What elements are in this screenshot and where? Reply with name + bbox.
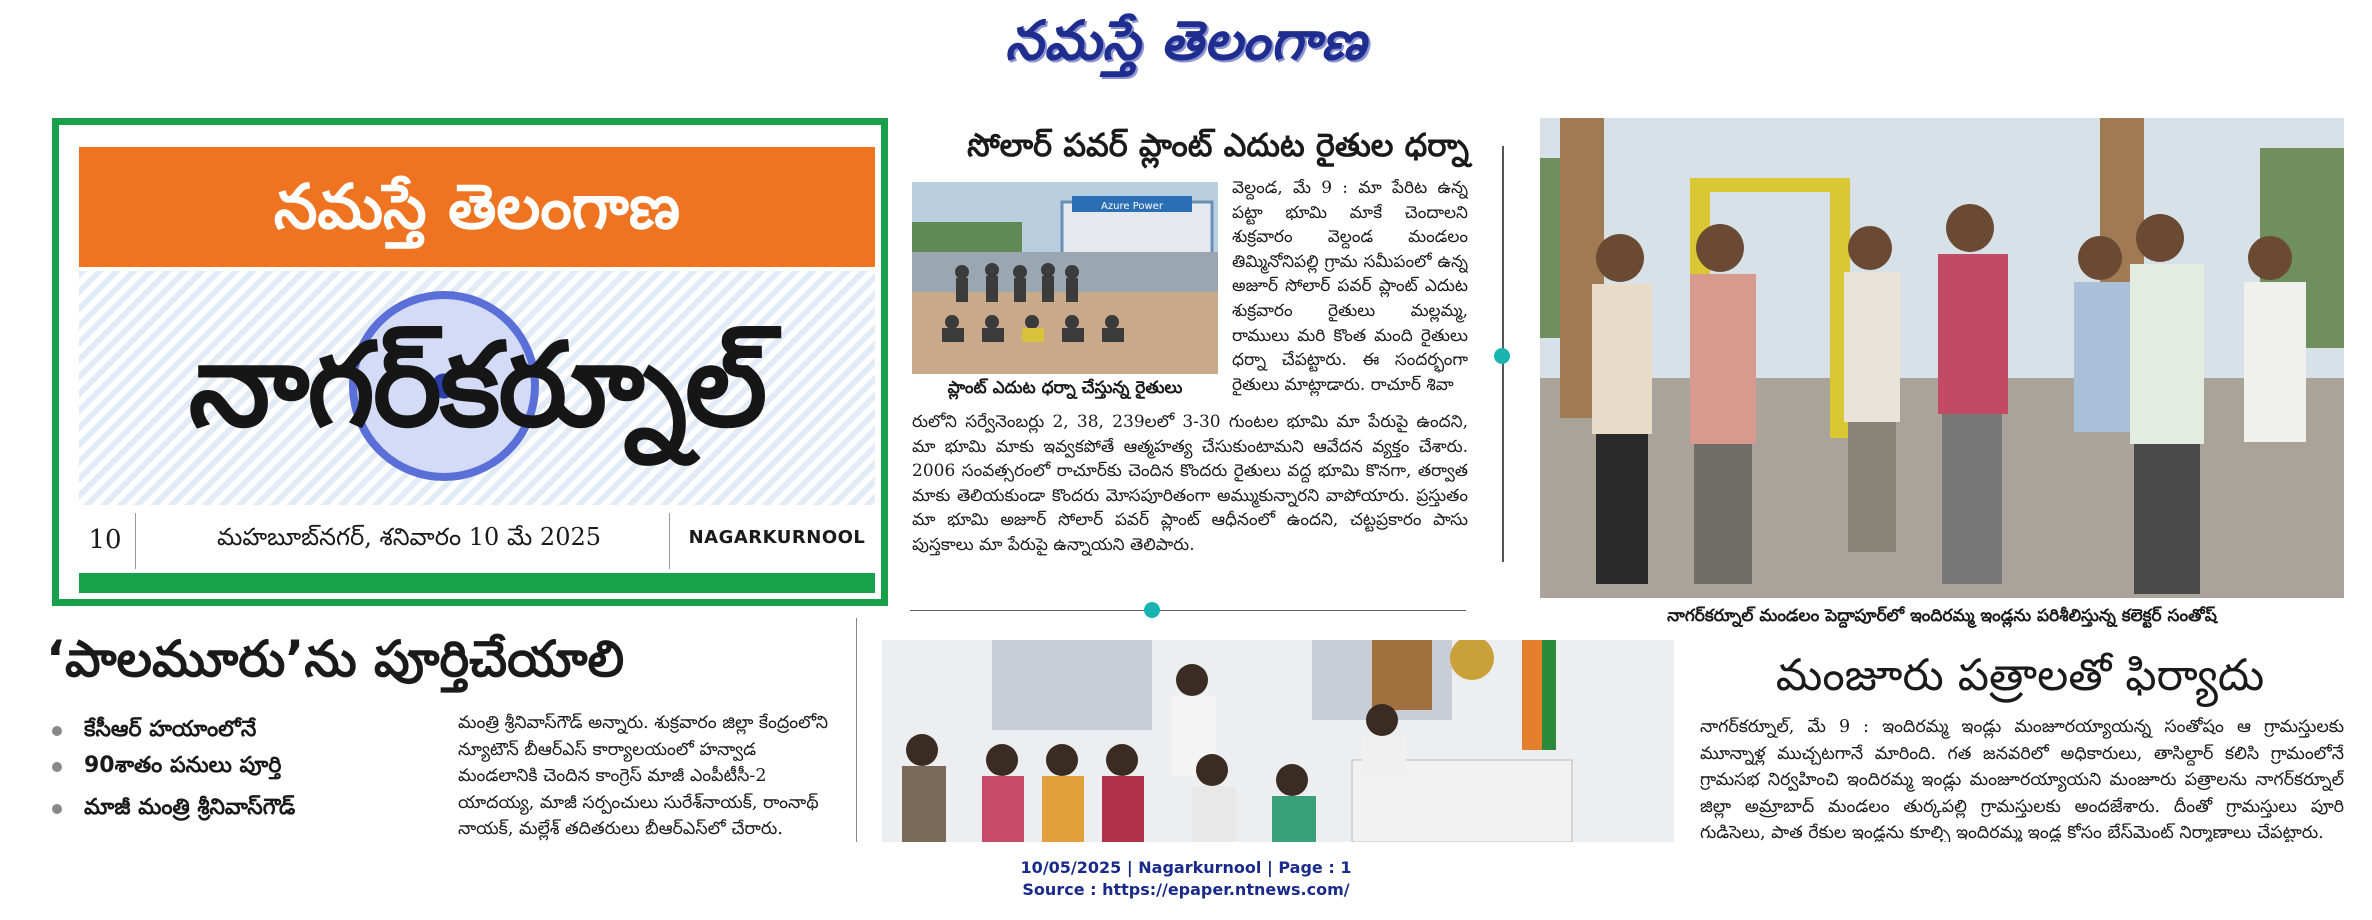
- ornament-icon: [1144, 602, 1160, 618]
- azure-sign: Azure Power: [1101, 201, 1163, 212]
- banner-title-area: [79, 271, 875, 505]
- collector-photo-caption: నాగర్‌కర్నూల్ మండలం పెద్దాపూర్‌లో ఇందిరమ్మ ఇండ్లను పరిశీలిస్తున్న కలెక్టర్ సంతోష్: [1667, 606, 2217, 626]
- ornament-icon: [1494, 348, 1510, 364]
- divider: [135, 513, 136, 569]
- collector-visit-photo[interactable]: [1540, 118, 2344, 598]
- banner-brand: నమస్తే తెలంగాణ: [273, 170, 681, 243]
- banner-footer: [79, 507, 875, 583]
- solar-plant-photo[interactable]: [912, 182, 1218, 374]
- masthead: [0, 0, 2372, 80]
- list-item: 90శాతం పనులు పూర్తి: [48, 748, 428, 784]
- footer-source-link[interactable]: Source : https://epaper.ntnews.com/: [1022, 880, 1350, 899]
- palamuru-headline: ‘పాలమూరు’ను పూర్తిచేయాలి: [46, 630, 625, 688]
- edition-title: నాగర్‌కర్నూల్: [188, 318, 766, 453]
- edition-banner: [52, 118, 888, 606]
- column-rule: [856, 618, 857, 842]
- footer-edition-info: 10/05/2025 | Nagarkurnool | Page : 1: [1020, 858, 1352, 877]
- collector-photo-illustration: [1540, 118, 2344, 598]
- manjuru-headline: మంజూరు పత్రాలతో ఫిర్యాదు: [1775, 650, 2265, 701]
- solar-body-part2: రులోని సర్వేనెంబర్లు 2, 38, 239లలో 3-30 గుంటల భూమి మా పేరుపై ఉందని, మా భూమి మాకు ఇవ్వకపోతే ఆత్మహత్య చేసుకుంటామని ఆవేదన వ్యక్తం చేశారు. 2006 సంవత్సరంలో రాచూర్‌కు చెందిన కొందరు రైతులు వద్ద భూమి కొనగా, తర్వాత మాకు తెలియకుండా కొందరు మోసపూరితంగా అమ్ముకున్నారని వాపోయారు. ప్రస్తుతం మా భూమి అజూర్ సోలార్ పవర్ ప్లాంట్ ఆధీనంలో ఉందని, చట్టప్రకారం పాసు పుస్తకాలు మా పేరుపై ఉన్నాయని తెలిపారు.: [912, 412, 1468, 555]
- palamuru-body: మంత్రి శ్రీనివాస్‌గౌడ్ అన్నారు. శుక్రవారం జిల్లా కేంద్రంలోని న్యూటౌన్ బీఆర్‌ఎస్ కార్యాలయంలో హన్వాడ మండలానికి చెందిన కాంగ్రెస్ మాజీ ఎంపీటీసీ-2 యాదయ్య, మాజీ సర్పంచులు సురేశ్‌నాయక్, రాంనాథ్ నాయక్, మల్లేశ్ తదితరులు బీఆర్‌ఎస్‌లో చేరారు.: [458, 713, 828, 839]
- meeting-photo-illustration: [882, 640, 1674, 842]
- page-number: 10: [88, 525, 122, 555]
- list-item: మాజీ మంత్రి శ్రీనివాస్‌గౌడ్: [48, 790, 428, 826]
- solar-photo-illustration: [912, 182, 1218, 374]
- solar-photo-caption: ప్లాంట్ ఎదుట ధర్నా చేస్తున్న రైతులు: [947, 378, 1183, 398]
- article-rule: [910, 610, 1466, 611]
- palamuru-highlights: [48, 712, 428, 832]
- banner-green-strip: [79, 573, 875, 593]
- solar-body-part1: వెల్దండ, మే 9 : మా పేరిట ఉన్న పట్టా భూమి మాకే చెందాలని శుక్రవారం వెల్దండ మండలం తిమ్మినోనిపల్లి గ్రామ సమీపంలో ఉన్న అజూర్ సోలార్ పవర్ ప్లాంట్ ఎదుట శుక్రవారం రైతులు మల్లమ్మ, రాములు మరి కొంత మంది రైతులు ధర్నా చేపట్టారు. ఈ సందర్భంగా రైతులు మాట్లాడారు. రాచూర్ శివా: [1232, 178, 1468, 395]
- edition-name-en: NAGARKURNOOL: [688, 527, 866, 548]
- banner-brand-strip: [79, 147, 875, 267]
- meeting-photo[interactable]: [882, 640, 1674, 842]
- dateline: మహబూబ్‌నగర్, శనివారం 10 మే 2025: [216, 523, 602, 551]
- masthead-logo: నమస్తే తెలంగాణ: [1005, 8, 1367, 72]
- list-item: కేసీఆర్ హయాంలోనే: [48, 712, 428, 748]
- solar-headline: సోలార్ పవర్ ప్లాంట్ ఎదుట రైతుల ధర్నా: [967, 126, 1469, 164]
- divider: [669, 513, 670, 569]
- manjuru-body: నాగర్‌కర్నూల్, మే 9 : ఇందిరమ్మ ఇండ్లు మంజూరయ్యాయన్న సంతోషం ఆ గ్రామస్తులకు మూన్నాళ్ల ముచ్చటగానే మారింది. గత జనవరిలో అధికారులు, తాసిల్దార్ కలిసి గ్రామంలోనే గ్రామసభ నిర్వహించి ఇందిరమ్మ ఇండ్లు మంజూరయ్యాయని మంజూరు పత్రాలను నాగర్‌కర్నూల్ జిల్లా అమ్రాబాద్ మండలం తుర్కపల్లి గ్రామస్తులకు అందజేశారు. దీంతో గ్రామస్తులు పూరి గుడిసెలు, పాత రేకుల ఇండ్లను కూల్చి ఇందిరమ్మ ఇండ్ల కోసం బేస్‌మెంట్ నిర్మాణాలు చేపట్టారు.: [1700, 717, 2344, 842]
